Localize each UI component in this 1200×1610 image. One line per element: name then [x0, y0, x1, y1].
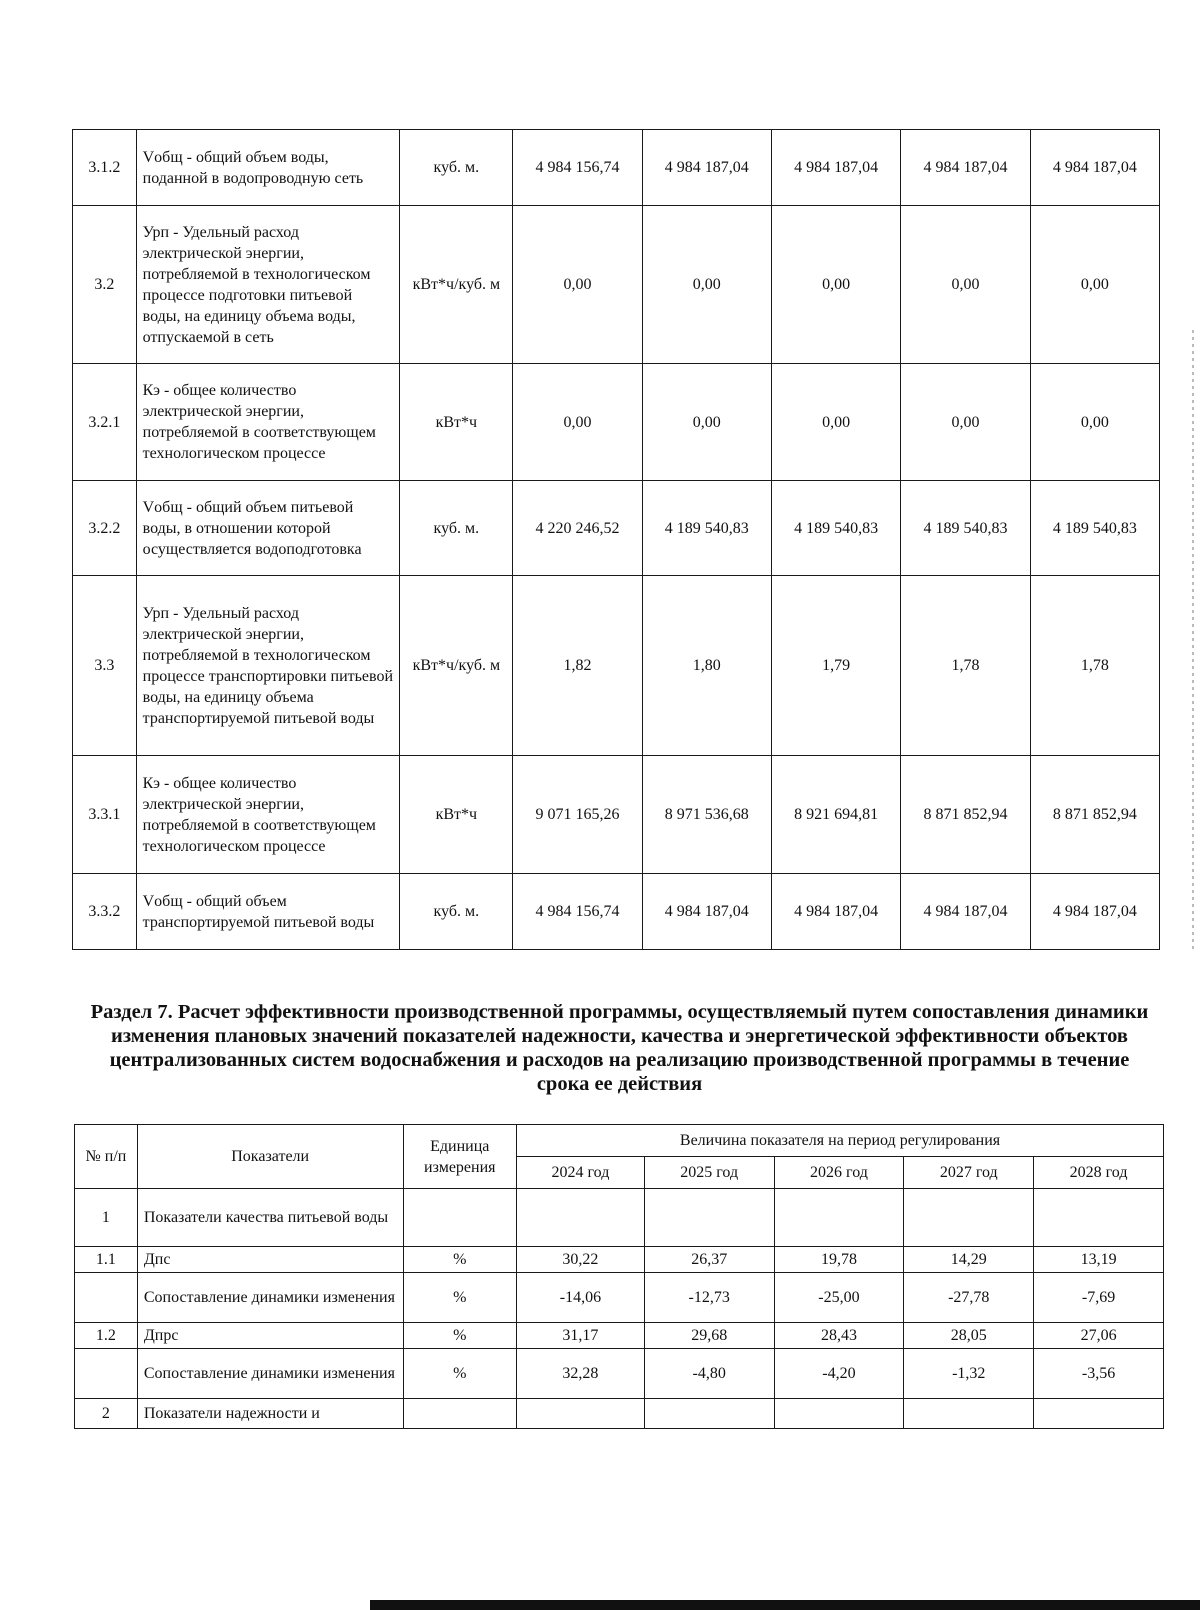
- value-2024: -14,06: [517, 1273, 645, 1323]
- table-row: [73, 206, 1160, 364]
- value-2026: 8 921 694,81: [771, 756, 900, 874]
- header-period: Величина показателя на период регулирования: [517, 1125, 1164, 1157]
- value-2024: 9 071 165,26: [513, 756, 642, 874]
- value-2027: 28,05: [904, 1323, 1034, 1349]
- header-indicator: Показатели: [137, 1125, 403, 1189]
- value-2025: -12,73: [644, 1273, 774, 1323]
- header-year-2027: 2027 год: [904, 1157, 1034, 1189]
- value-2026: 28,43: [774, 1323, 904, 1349]
- value-2024: 32,28: [517, 1349, 645, 1399]
- value-2026: [774, 1189, 904, 1247]
- value-2027: 8 871 852,94: [901, 756, 1030, 874]
- value-2025: 8 971 536,68: [642, 756, 771, 874]
- value-2024: 31,17: [517, 1323, 645, 1349]
- value-2028: -3,56: [1034, 1349, 1164, 1399]
- value-2024: [517, 1399, 645, 1429]
- unit-cell: кВт*ч/куб. м: [400, 206, 513, 364]
- efficiency-table: [74, 1124, 1164, 1429]
- row-number: 3.2.1: [73, 364, 137, 481]
- table-row: [73, 364, 1160, 481]
- unit-cell: кВт*ч: [400, 756, 513, 874]
- value-2024: 30,22: [517, 1247, 645, 1273]
- scan-bottom-edge: [370, 1600, 1200, 1610]
- value-2027: 0,00: [901, 364, 1030, 481]
- indicator-name: Показатели надежности и: [137, 1399, 403, 1429]
- header-year-2028: 2028 год: [1034, 1157, 1164, 1189]
- header-number: № п/п: [75, 1125, 138, 1189]
- value-2024: 4 984 156,74: [513, 130, 642, 206]
- value-2027: 14,29: [904, 1247, 1034, 1273]
- header-year-2024: 2024 год: [517, 1157, 645, 1189]
- scan-edge-mark: [1192, 330, 1194, 950]
- value-2028: 4 189 540,83: [1030, 481, 1159, 576]
- indicator-name: Сопоставление динамики изменения: [137, 1273, 403, 1323]
- value-2027: 0,00: [901, 206, 1030, 364]
- row-number: 3.3.2: [73, 874, 137, 950]
- value-2026: -4,20: [774, 1349, 904, 1399]
- value-2028: 8 871 852,94: [1030, 756, 1159, 874]
- header-unit: Единица измерения: [403, 1125, 517, 1189]
- value-2025: [644, 1189, 774, 1247]
- table-row: [73, 130, 1160, 206]
- value-2025: [644, 1399, 774, 1429]
- table-row: [73, 756, 1160, 874]
- value-2026: 19,78: [774, 1247, 904, 1273]
- unit-cell: %: [403, 1349, 517, 1399]
- value-2026: 0,00: [771, 206, 900, 364]
- row-number: 3.3.1: [73, 756, 137, 874]
- table-row: [75, 1399, 1164, 1429]
- value-2028: [1034, 1189, 1164, 1247]
- value-2027: [904, 1399, 1034, 1429]
- unit-cell: куб. м.: [400, 130, 513, 206]
- row-number: [75, 1349, 138, 1399]
- value-2024: 4 220 246,52: [513, 481, 642, 576]
- value-2027: 4 984 187,04: [901, 130, 1030, 206]
- value-2028: -7,69: [1034, 1273, 1164, 1323]
- unit-cell: кВт*ч/куб. м: [400, 576, 513, 756]
- indicator-name: Урп - Удельный расход электрической энергии, потребляемой в технологическом процессе подготовки питьевой воды, на единицу объема воды, отпускаемой в сеть: [136, 206, 400, 364]
- indicator-name: Кэ - общее количество электрической энергии, потребляемой в соответствующем технологическом процессе: [136, 756, 400, 874]
- value-2028: 0,00: [1030, 206, 1159, 364]
- table-row: [75, 1273, 1164, 1323]
- value-2028: 13,19: [1034, 1247, 1164, 1273]
- unit-cell: куб. м.: [400, 481, 513, 576]
- table-row: [73, 481, 1160, 576]
- value-2028: 27,06: [1034, 1323, 1164, 1349]
- table-row: [73, 576, 1160, 756]
- value-2026: -25,00: [774, 1273, 904, 1323]
- value-2025: -4,80: [644, 1349, 774, 1399]
- value-2028: [1034, 1399, 1164, 1429]
- value-2024: 0,00: [513, 364, 642, 481]
- indicator-name: Vобщ - общий объем воды, поданной в водопроводную сеть: [136, 130, 400, 206]
- value-2025: 29,68: [644, 1323, 774, 1349]
- value-2026: 4 984 187,04: [771, 130, 900, 206]
- value-2025: 4 189 540,83: [642, 481, 771, 576]
- table-row: [75, 1189, 1164, 1247]
- value-2028: 0,00: [1030, 364, 1159, 481]
- table-row: [75, 1349, 1164, 1399]
- unit-cell: %: [403, 1273, 517, 1323]
- row-number: 1: [75, 1189, 138, 1247]
- row-number: 3.1.2: [73, 130, 137, 206]
- unit-cell: [403, 1399, 517, 1429]
- value-2025: 26,37: [644, 1247, 774, 1273]
- row-number: 3.3: [73, 576, 137, 756]
- header-row: [75, 1125, 1164, 1157]
- row-number: 3.2: [73, 206, 137, 364]
- indicator-name: Показатели качества питьевой воды: [137, 1189, 403, 1247]
- value-2025: 0,00: [642, 364, 771, 481]
- value-2025: 1,80: [642, 576, 771, 756]
- value-2024: 4 984 156,74: [513, 874, 642, 950]
- value-2024: 0,00: [513, 206, 642, 364]
- table-row: [75, 1247, 1164, 1273]
- unit-cell: куб. м.: [400, 874, 513, 950]
- value-2028: 1,78: [1030, 576, 1159, 756]
- value-2028: 4 984 187,04: [1030, 874, 1159, 950]
- indicator-name: Дпс: [137, 1247, 403, 1273]
- value-2027: 1,78: [901, 576, 1030, 756]
- row-number: 1.2: [75, 1323, 138, 1349]
- indicator-name: Vобщ - общий объем питьевой воды, в отношении которой осуществляется водоподготовка: [136, 481, 400, 576]
- table-row: [75, 1323, 1164, 1349]
- row-number: 1.1: [75, 1247, 138, 1273]
- value-2028: 4 984 187,04: [1030, 130, 1159, 206]
- value-2027: 4 984 187,04: [901, 874, 1030, 950]
- value-2026: 4 189 540,83: [771, 481, 900, 576]
- indicators-table-continued: [72, 129, 1160, 950]
- indicator-name: Сопоставление динамики изменения: [137, 1349, 403, 1399]
- row-number: 3.2.2: [73, 481, 137, 576]
- value-2024: 1,82: [513, 576, 642, 756]
- value-2026: 4 984 187,04: [771, 874, 900, 950]
- value-2024: [517, 1189, 645, 1247]
- value-2026: [774, 1399, 904, 1429]
- section-7-title: Раздел 7. Расчет эффективности производственной программы, осуществляемый путем сопоставления динамики изменения плановых значений показателей надежности, качества и энергетической эффективности объектов централизованных систем водоснабжения и расходов на реализацию производственной программы в течение срока ее действия: [90, 1001, 1149, 1095]
- row-number: 2: [75, 1399, 138, 1429]
- value-2026: 0,00: [771, 364, 900, 481]
- value-2025: 4 984 187,04: [642, 874, 771, 950]
- table-row: [73, 874, 1160, 950]
- indicator-name: Урп - Удельный расход электрической энергии, потребляемой в технологическом процессе транспортировки питьевой воды, на единицу объема транспортируемой питьевой воды: [136, 576, 400, 756]
- indicator-name: Дпрс: [137, 1323, 403, 1349]
- unit-cell: %: [403, 1323, 517, 1349]
- value-2026: 1,79: [771, 576, 900, 756]
- unit-cell: [403, 1189, 517, 1247]
- row-number: [75, 1273, 138, 1323]
- value-2027: -1,32: [904, 1349, 1034, 1399]
- value-2027: [904, 1189, 1034, 1247]
- unit-cell: кВт*ч: [400, 364, 513, 481]
- unit-cell: %: [403, 1247, 517, 1273]
- value-2027: -27,78: [904, 1273, 1034, 1323]
- indicator-name: Vобщ - общий объем транспортируемой питьевой воды: [136, 874, 400, 950]
- header-year-2025: 2025 год: [644, 1157, 774, 1189]
- value-2025: 4 984 187,04: [642, 130, 771, 206]
- value-2025: 0,00: [642, 206, 771, 364]
- value-2027: 4 189 540,83: [901, 481, 1030, 576]
- indicator-name: Кэ - общее количество электрической энергии, потребляемой в соответствующем технологическом процессе: [136, 364, 400, 481]
- header-year-2026: 2026 год: [774, 1157, 904, 1189]
